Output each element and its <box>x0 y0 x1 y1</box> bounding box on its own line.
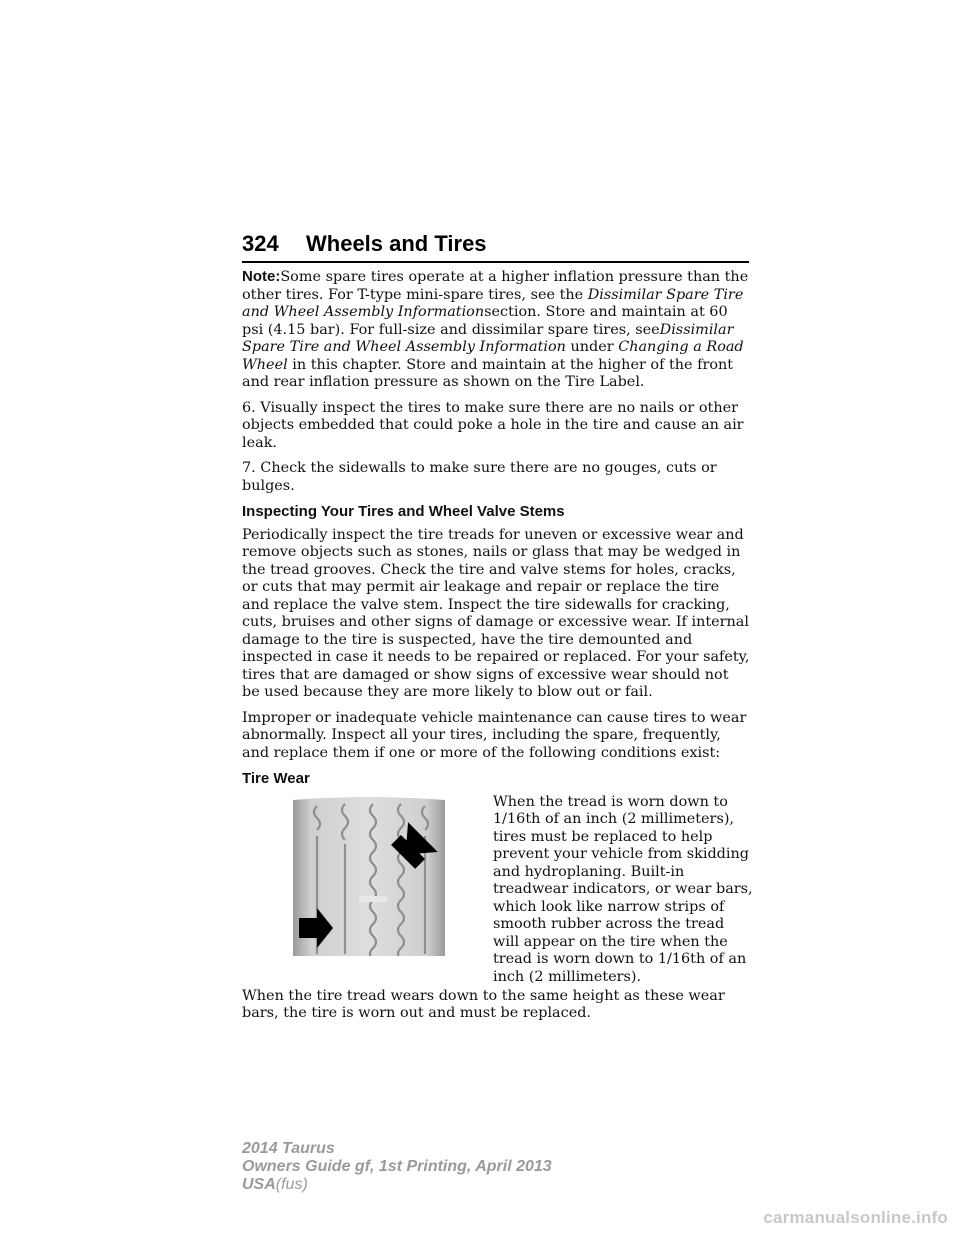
tire-wear-text: When the tread is worn down to 1/16th of an inch (2 millimeters), tires must be replaced to help prevent your vehicle from skidding and hydroplaning. Built-in treadwear indicators, or wear bars, which look like narrow strips of smooth rubber across the tread will appear on the tire when the tread is worn down to 1/16th of an inch (2 millimeters). <box>493 793 753 985</box>
step-6: 6. Visually inspect the tires to make sure there are no nails or other objects embedded that could poke a hole in the tire and cause an air leak. <box>242 399 744 451</box>
page-body <box>242 268 753 1031</box>
note-text-3: under <box>565 339 619 355</box>
note-text-1: Some spare tires operate at a higher inflation pressure than the other tires. For T-type mini-spare tires, see the <box>242 269 749 303</box>
final-paragraph: When the tire tread wears down to the same height as these wear bars, the tire is worn out and must be replaced. <box>242 987 725 1021</box>
note-label: Note: <box>242 268 281 285</box>
note-text-2: section. Store and maintain at 60 psi (4.15 bar). For full-size and dissimilar spare tires, see <box>242 304 728 338</box>
footer-region-suffix: (fus) <box>275 1176 308 1193</box>
footer-region-code: USA <box>242 1176 276 1193</box>
tire-tread-illustration <box>289 796 449 956</box>
inspect-heading: Inspecting Your Tires and Wheel Valve Stems <box>242 503 565 520</box>
tire-wear-block <box>242 793 753 985</box>
note-ref-changing-wheel: Changing a Road Wheel <box>242 339 744 373</box>
step-7: 7. Check the sidewalls to make sure there are no gouges, cuts or bulges. <box>242 460 717 494</box>
inspect-paragraph-1: Periodically inspect the tire treads for uneven or excessive wear and remove objects such as stones, nails or glass that may be wedged in the tread grooves. Check the tire and valve stems for holes, cracks, or cuts that may permit air leakage and repair or replace the tire and replace the valve stem. Inspect the tire sidewalls for cracking, cuts, bruises and other signs of damage or excessive wear. If internal damage to the tire is suspected, have the tire demounted and inspected in case it needs to be repaired or replaced. For your safety, tires that are damaged or show signs of excessive wear should not be used because they are more likely to blow out or fail. <box>242 526 750 700</box>
inspect-paragraph-2: Improper or inadequate vehicle maintenance can cause tires to wear abnormally. Inspect all your tires, including the spare, frequently, and replace them if one or more of the following conditions exist: <box>242 709 747 761</box>
note-ref-dissimilar-1: Dissimilar Spare Tire and Wheel Assembly Information <box>242 286 744 320</box>
tire-wear-heading: Tire Wear <box>242 770 310 787</box>
page-number: 324 <box>242 231 279 256</box>
footer-region <box>242 1176 552 1194</box>
footer-guide-info: Owners Guide gf, 1st Printing, April 2013 <box>242 1158 552 1175</box>
page-header <box>242 227 749 263</box>
page-footer <box>242 1140 552 1194</box>
watermark: carmanualsonline.info <box>763 1208 948 1227</box>
note-text-4: in this chapter. Store and maintain at the higher of the front and rear inflation pressure as shown on the Tire Label. <box>242 356 734 390</box>
section-title: Wheels and Tires <box>306 231 487 256</box>
note-ref-dissimilar-2: Dissimilar Spare Tire and Wheel Assembly Information <box>242 321 734 355</box>
note-paragraph <box>242 268 750 392</box>
footer-model: 2014 Taurus <box>242 1140 335 1157</box>
